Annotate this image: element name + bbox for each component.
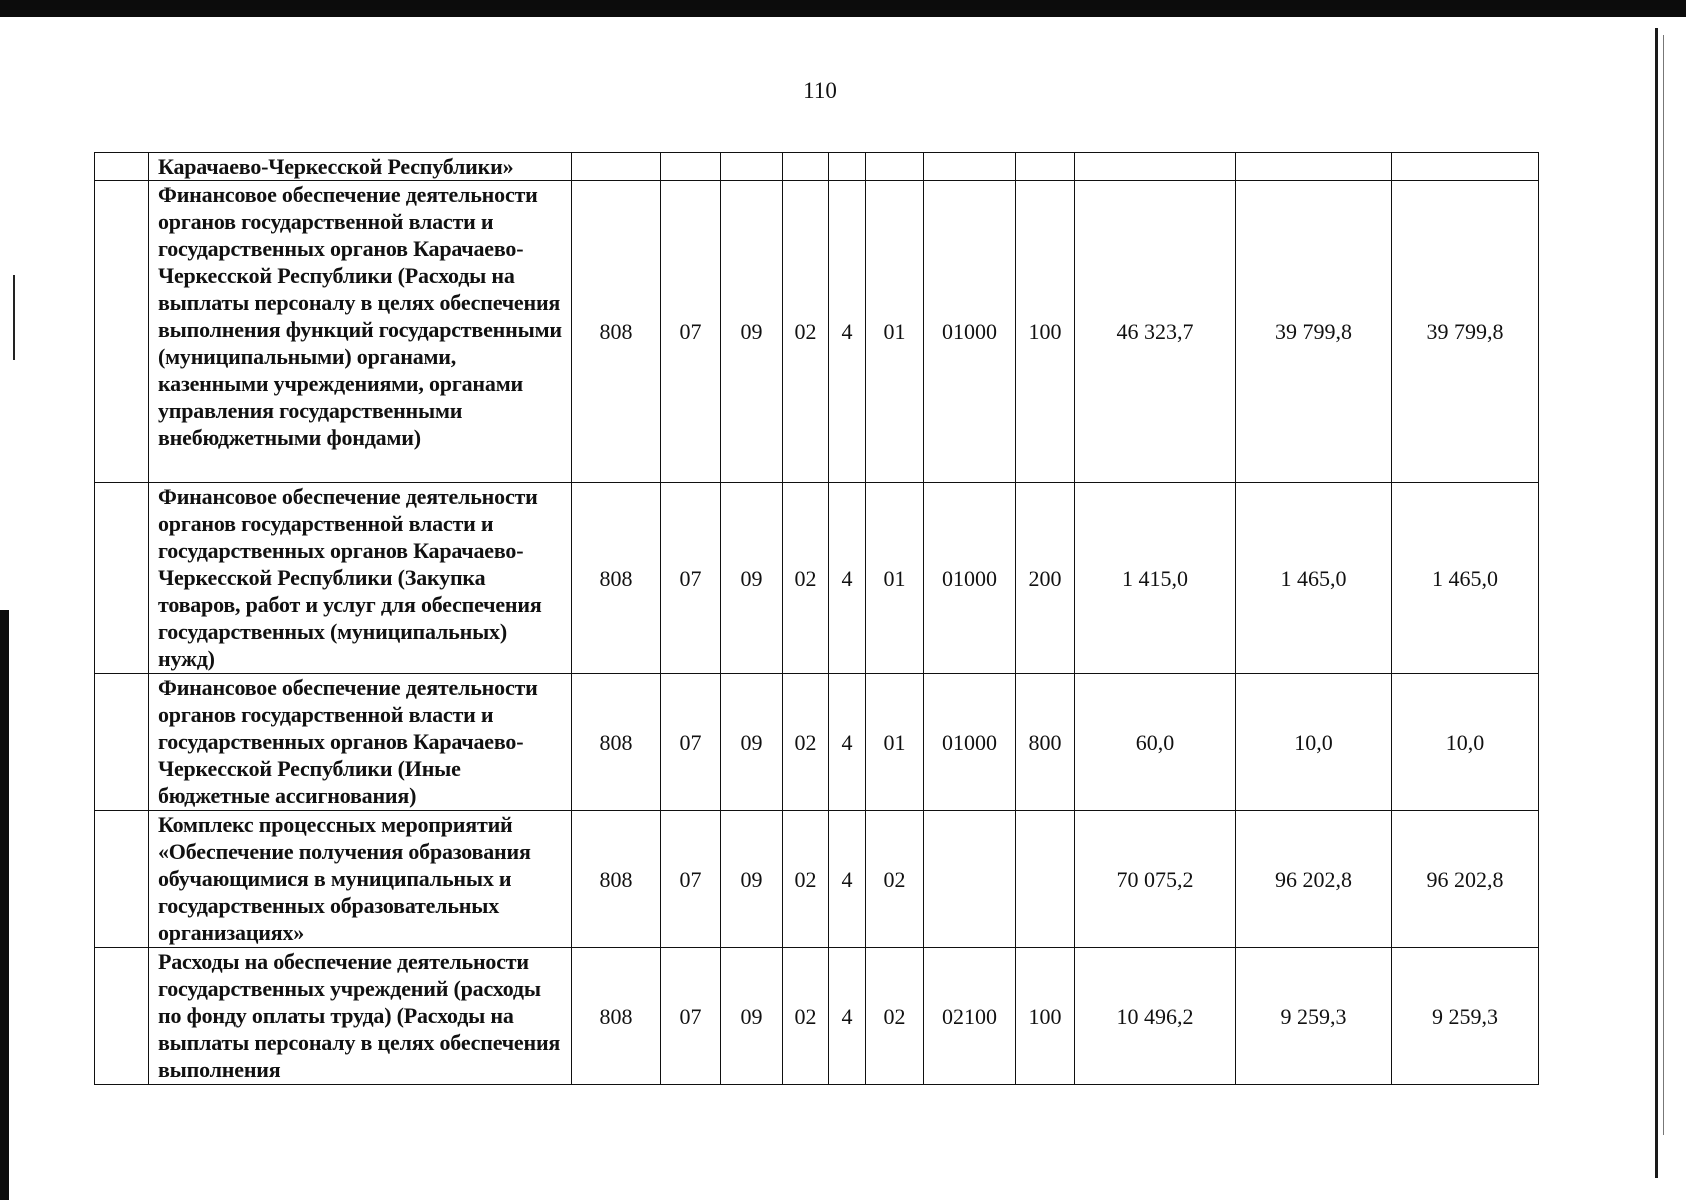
expense-type-cell: 100	[1016, 181, 1075, 483]
direction-code-cell: 01000	[924, 181, 1016, 483]
table-row	[95, 674, 1539, 811]
activity-code-cell: 02	[866, 948, 924, 1085]
activity-code-cell: 02	[866, 811, 924, 948]
scan-border-left	[0, 610, 9, 1200]
section-code-cell: 07	[661, 674, 721, 811]
table-row	[95, 483, 1539, 674]
amount-year2-cell	[1236, 153, 1392, 181]
amount-year1-cell	[1075, 153, 1236, 181]
section-code-cell: 07	[661, 483, 721, 674]
subprogram-code-cell	[829, 153, 866, 181]
section-code-cell	[661, 153, 721, 181]
item-name-cell: Карачаево-Черкесской Республики»	[149, 153, 572, 181]
amount-year1-cell: 70 075,2	[1075, 811, 1236, 948]
subsection-code-cell: 09	[721, 948, 783, 1085]
scan-border-right	[1655, 28, 1658, 1178]
direction-code-cell	[924, 153, 1016, 181]
subsection-code-cell: 09	[721, 181, 783, 483]
row-number-cell	[95, 811, 149, 948]
table-row	[95, 181, 1539, 483]
item-name-cell: Финансовое обеспечение деятельности органов государственной власти и государственных органов Карачаево-Черкесской Республики (Расходы на выплаты персоналу в целях обеспечения выполнения функций государственными (муниципальными) органами, казенными учреждениями, органами управления государственными внебюджетными фондами)	[149, 181, 572, 483]
amount-year3-cell: 9 259,3	[1392, 948, 1539, 1085]
subsection-code-cell: 09	[721, 811, 783, 948]
section-code-cell: 07	[661, 811, 721, 948]
subprogram-code-cell: 4	[829, 674, 866, 811]
amount-year2-cell: 1 465,0	[1236, 483, 1392, 674]
subprogram-code-cell: 4	[829, 811, 866, 948]
ministry-code-cell: 808	[572, 948, 661, 1085]
amount-year3-cell: 39 799,8	[1392, 181, 1539, 483]
section-code-cell: 07	[661, 948, 721, 1085]
direction-code-cell: 02100	[924, 948, 1016, 1085]
item-name-cell: Расходы на обеспечение деятельности государственных учреждений (расходы по фонду оплаты труда) (Расходы на выплаты персоналу в целях обеспечения выполнения	[149, 948, 572, 1085]
expense-type-cell	[1016, 811, 1075, 948]
table-row	[95, 153, 1539, 181]
amount-year2-cell: 96 202,8	[1236, 811, 1392, 948]
subsection-code-cell: 09	[721, 674, 783, 811]
expense-type-cell: 800	[1016, 674, 1075, 811]
table-row	[95, 811, 1539, 948]
amount-year2-cell: 9 259,3	[1236, 948, 1392, 1085]
subprogram-code-cell: 4	[829, 948, 866, 1085]
scan-mark-left	[13, 275, 15, 360]
amount-year1-cell: 60,0	[1075, 674, 1236, 811]
amount-year1-cell: 10 496,2	[1075, 948, 1236, 1085]
amount-year3-cell: 1 465,0	[1392, 483, 1539, 674]
amount-year1-cell: 46 323,7	[1075, 181, 1236, 483]
ministry-code-cell: 808	[572, 811, 661, 948]
table-row	[95, 948, 1539, 1085]
amount-year2-cell: 10,0	[1236, 674, 1392, 811]
program-code-cell: 02	[783, 811, 829, 948]
program-code-cell: 02	[783, 674, 829, 811]
ministry-code-cell	[572, 153, 661, 181]
activity-code-cell	[866, 153, 924, 181]
activity-code-cell: 01	[866, 181, 924, 483]
row-number-cell	[95, 153, 149, 181]
program-code-cell	[783, 153, 829, 181]
program-code-cell: 02	[783, 483, 829, 674]
expense-type-cell	[1016, 153, 1075, 181]
amount-year3-cell: 10,0	[1392, 674, 1539, 811]
subsection-code-cell: 09	[721, 483, 783, 674]
item-name-cell: Финансовое обеспечение деятельности органов государственной власти и государственных органов Карачаево-Черкесской Республики (Иные бюджетные ассигнования)	[149, 674, 572, 811]
item-name-cell: Финансовое обеспечение деятельности органов государственной власти и государственных органов Карачаево-Черкесской Республики (Закупка товаров, работ и услуг для обеспечения государственных (муниципальных) нужд)	[149, 483, 572, 674]
expense-type-cell: 100	[1016, 948, 1075, 1085]
row-number-cell	[95, 181, 149, 483]
section-code-cell: 07	[661, 181, 721, 483]
expense-type-cell: 200	[1016, 483, 1075, 674]
scan-border-top	[0, 0, 1686, 17]
subprogram-code-cell: 4	[829, 181, 866, 483]
program-code-cell: 02	[783, 181, 829, 483]
program-code-cell: 02	[783, 948, 829, 1085]
amount-year1-cell: 1 415,0	[1075, 483, 1236, 674]
activity-code-cell: 01	[866, 674, 924, 811]
ministry-code-cell: 808	[572, 483, 661, 674]
ministry-code-cell: 808	[572, 674, 661, 811]
amount-year3-cell	[1392, 153, 1539, 181]
scan-border-right-inner	[1663, 35, 1664, 1135]
subprogram-code-cell: 4	[829, 483, 866, 674]
ministry-code-cell: 808	[572, 181, 661, 483]
item-name-cell: Комплекс процессных мероприятий «Обеспечение получения образования обучающимися в муниципальных и государственных образовательных организациях»	[149, 811, 572, 948]
row-number-cell	[95, 948, 149, 1085]
row-number-cell	[95, 674, 149, 811]
page-number: 110	[803, 78, 837, 103]
direction-code-cell: 01000	[924, 483, 1016, 674]
activity-code-cell: 01	[866, 483, 924, 674]
budget-table	[94, 152, 1539, 1085]
subsection-code-cell	[721, 153, 783, 181]
amount-year2-cell: 39 799,8	[1236, 181, 1392, 483]
amount-year3-cell: 96 202,8	[1392, 811, 1539, 948]
direction-code-cell	[924, 811, 1016, 948]
direction-code-cell: 01000	[924, 674, 1016, 811]
row-number-cell	[95, 483, 149, 674]
